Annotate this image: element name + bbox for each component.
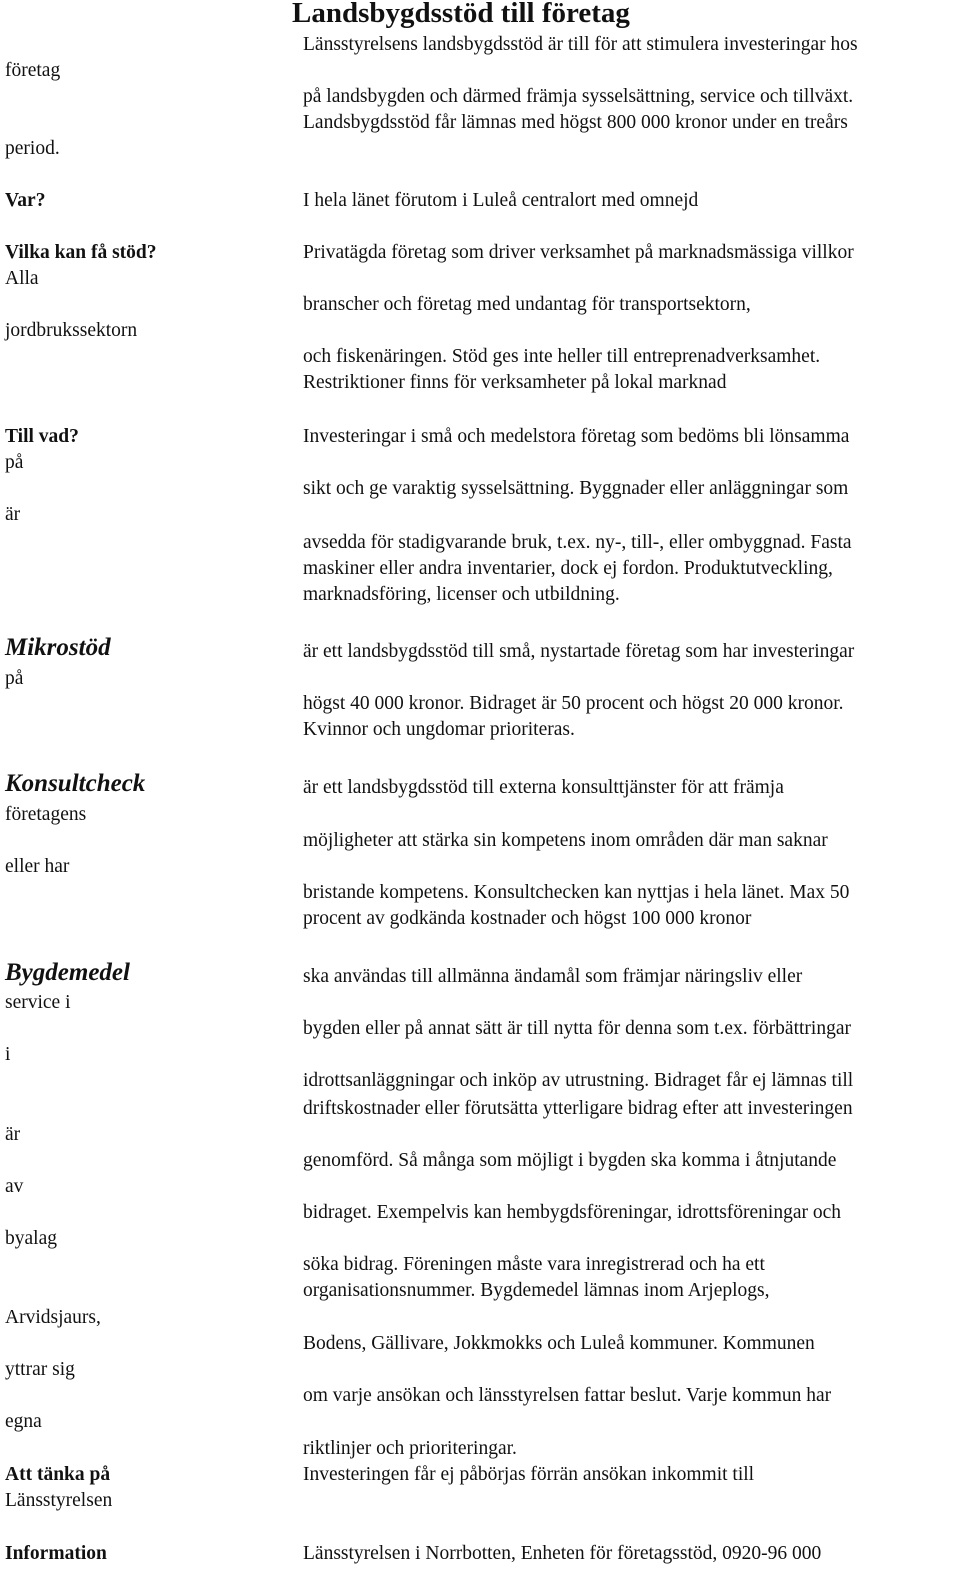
bygdemedel-text-line: bygden eller på annat sätt är till nytta för denna som t.ex. förbättringar: [303, 1018, 851, 1039]
vilka-text-line: och fiskenäringen. Stöd ges inte heller till entreprenadverksamhet.: [303, 346, 821, 367]
bygdemedel-text-line: Bodens, Gällivare, Jokkmokks och Luleå kommuner. Kommunen: [303, 1333, 815, 1354]
tillvad-left-line: är: [5, 504, 21, 525]
mikrostod-text-line: Kvinnor och ungdomar prioriteras.: [303, 719, 575, 740]
intro-text-line: Landsbygdsstöd får lämnas med högst 800 000 kronor under en treårs: [303, 112, 848, 133]
konsultcheck-left-line: företagens: [5, 804, 87, 825]
information-text: Länsstyrelsen i Norrbotten, Enheten för företagsstöd, 0920-96 000: [303, 1543, 822, 1564]
var-label: Var?: [5, 190, 46, 211]
bygdemedel-left-line: i: [5, 1044, 11, 1065]
vilka-left-line: jordbrukssektorn: [5, 320, 138, 341]
bygdemedel-text-line: söka bidrag. Föreningen måste vara inregistrerad och ha ett: [303, 1254, 765, 1275]
tillvad-text-line: Investeringar i små och medelstora företag som bedöms bli lönsamma: [303, 426, 850, 447]
intro-text-line: på landsbygden och därmed främja sysselsättning, service och tillväxt.: [303, 86, 854, 107]
attanka-text-line: Investeringen får ej påbörjas förrän ansökan inkommit till: [303, 1464, 755, 1485]
bygdemedel-left-line: byalag: [5, 1228, 57, 1249]
intro-left-line: företag: [5, 60, 61, 81]
konsultcheck-left-line: eller har: [5, 856, 70, 877]
vilka-text-line: branscher och företag med undantag för transportsektorn,: [303, 294, 751, 315]
vilka-text-line: Restriktioner finns för verksamheter på lokal marknad: [303, 372, 727, 393]
bygdemedel-left-line: service i: [5, 992, 71, 1013]
konsultcheck-text-line: möjligheter att stärka sin kompetens inom områden där man saknar: [303, 830, 828, 851]
vilka-label: Vilka kan få stöd?: [5, 242, 157, 263]
bygdemedel-left-line: egna: [5, 1411, 42, 1432]
bygdemedel-left-line: yttrar sig: [5, 1359, 75, 1380]
mikrostod-heading: Mikrostöd: [5, 634, 111, 661]
mikrostod-left-line: på: [5, 668, 24, 689]
mikrostod-text-line: högst 40 000 kronor. Bidraget är 50 procent och högst 20 000 kronor.: [303, 693, 844, 714]
information-label: Information: [5, 1543, 107, 1564]
tillvad-text-line: marknadsföring, licenser och utbildning.: [303, 584, 620, 605]
bygdemedel-heading: Bygdemedel: [5, 959, 130, 986]
bygdemedel-text-line: organisationsnummer. Bygdemedel lämnas inom Arjeplogs,: [303, 1280, 770, 1301]
konsultcheck-text-line: är ett landsbygdsstöd till externa konsulttjänster för att främja: [303, 777, 784, 798]
page-title: Landsbygdsstöd till företag: [292, 0, 630, 29]
bygdemedel-text-line: ska användas till allmänna ändamål som främjar näringsliv eller: [303, 966, 803, 987]
vilka-left-line: Alla: [5, 268, 39, 289]
bygdemedel-left-line: Arvidsjaurs,: [5, 1307, 101, 1328]
intro-left-line: period.: [5, 138, 60, 159]
intro-text-line: Länsstyrelsens landsbygdsstöd är till för att stimulera investeringar hos: [303, 34, 858, 55]
tillvad-text-line: sikt och ge varaktig sysselsättning. Byggnader eller anläggningar som: [303, 478, 849, 499]
konsultcheck-heading: Konsultcheck: [5, 770, 146, 797]
bygdemedel-text-line: driftskostnader eller förutsätta ytterligare bidrag efter att investeringen: [303, 1098, 853, 1119]
attanka-label: Att tänka på: [5, 1464, 111, 1485]
bygdemedel-text-line: idrottsanläggningar och inköp av utrustning. Bidraget får ej lämnas till: [303, 1070, 854, 1091]
bygdemedel-text-line: bidraget. Exempelvis kan hembygdsföreningar, idrottsföreningar och: [303, 1202, 842, 1223]
var-text: I hela länet förutom i Luleå centralort med omnejd: [303, 190, 699, 211]
vilka-text-line: Privatägda företag som driver verksamhet på marknadsmässiga villkor: [303, 242, 854, 263]
tillvad-text-line: maskiner eller andra inventarier, dock ej fordon. Produktutveckling,: [303, 558, 833, 579]
tillvad-label: Till vad?: [5, 426, 79, 447]
konsultcheck-text-line: bristande kompetens. Konsultchecken kan nyttjas i hela länet. Max 50: [303, 882, 850, 903]
konsultcheck-text-line: procent av godkända kostnader och högst 100 000 kronor: [303, 908, 752, 929]
bygdemedel-text-line: genomförd. Så många som möjligt i bygden ska komma i åtnjutande: [303, 1150, 837, 1171]
bygdemedel-left-line: är: [5, 1124, 21, 1145]
bygdemedel-text-line: om varje ansökan och länsstyrelsen fattar beslut. Varje kommun har: [303, 1385, 832, 1406]
mikrostod-text-line: är ett landsbygdsstöd till små, nystartade företag som har investeringar: [303, 641, 855, 662]
bygdemedel-left-line: av: [5, 1176, 24, 1197]
attanka-left-line: Länsstyrelsen: [5, 1490, 113, 1511]
tillvad-left-line: på: [5, 452, 24, 473]
tillvad-text-line: avsedda för stadigvarande bruk, t.ex. ny-, till-, eller ombyggnad. Fasta: [303, 532, 852, 553]
bygdemedel-text-line: riktlinjer och prioriteringar.: [303, 1438, 517, 1459]
